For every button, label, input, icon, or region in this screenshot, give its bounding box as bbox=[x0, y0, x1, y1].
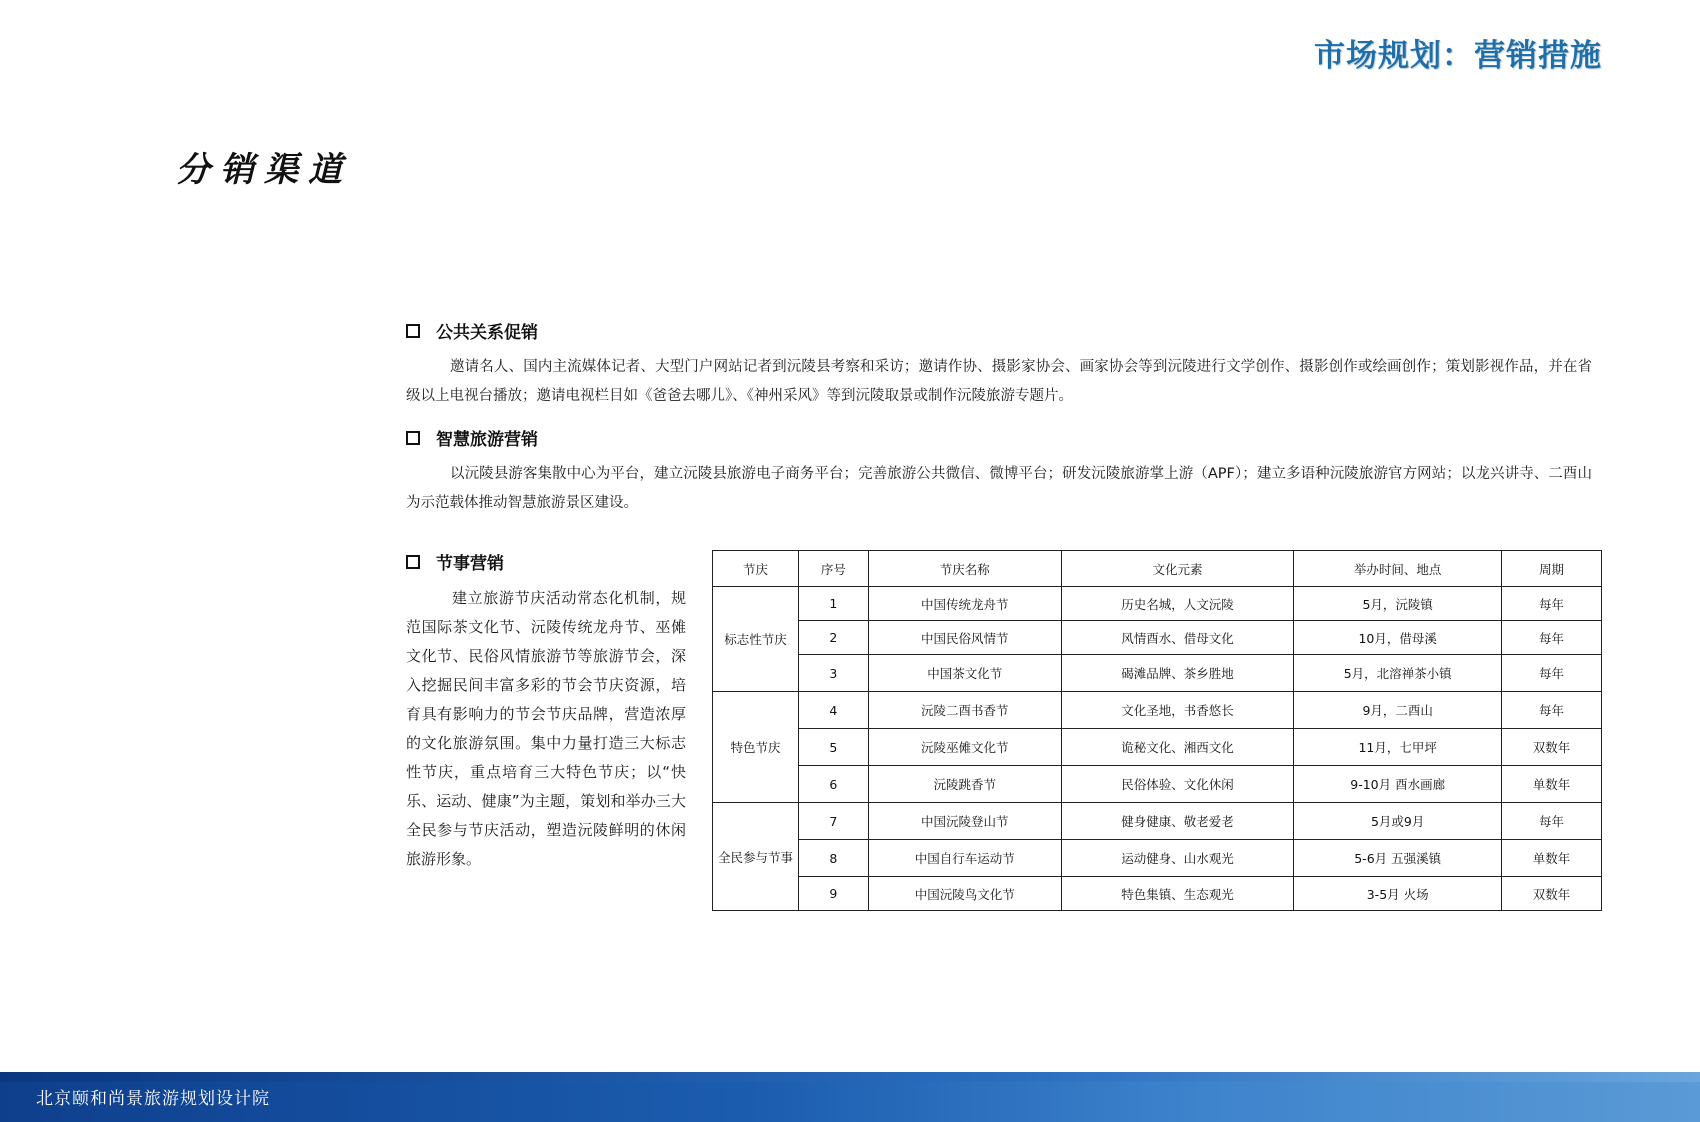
table-row bbox=[713, 621, 1602, 655]
table-cell: 5月或9月 bbox=[1294, 803, 1502, 840]
table-cell: 9 bbox=[798, 877, 868, 911]
pr-heading bbox=[406, 318, 538, 343]
table-cell: 每年 bbox=[1502, 655, 1602, 692]
smart-paragraph: 以沅陵县游客集散中心为平台，建立沅陵县旅游电子商务平台；完善旅游公共微信、微博平台；研发沅陵旅游掌上游（APF）；建立多语种沅陵旅游官方网站；以龙兴讲寺、二酉山为示范载体推动智慧旅游景区建设。 bbox=[406, 466, 1592, 511]
table-cell: 每年 bbox=[1502, 692, 1602, 729]
table-cell: 9-10月 酉水画廊 bbox=[1294, 766, 1502, 803]
table-cell: 特色集镇、生态观光 bbox=[1061, 877, 1294, 911]
pr-paragraph: 邀请名人、国内主流媒体记者、大型门户网站记者到沅陵县考察和采访；邀请作协、摄影家协会、画家协会等到沅陵进行文学创作、摄影创作或绘画创作；策划影视作品，并在省级以上电视台播放；邀请电视栏目如《爸爸去哪儿》、《神州采风》等到沅陵取景或制作沅陵旅游专题片。 bbox=[406, 359, 1592, 404]
table-cell: 3-5月 火场 bbox=[1294, 877, 1502, 911]
table-cell: 文化圣地，书香悠长 bbox=[1061, 692, 1294, 729]
table-cell: 8 bbox=[798, 840, 868, 877]
table-header-cell: 序号 bbox=[798, 551, 868, 587]
table-header-row bbox=[713, 551, 1602, 587]
table-cell: 中国民俗风情节 bbox=[868, 621, 1061, 655]
table-cell: 5 bbox=[798, 729, 868, 766]
pr-heading-label: 公共关系促销 bbox=[436, 323, 538, 343]
table-row bbox=[713, 587, 1602, 621]
table-cell: 双数年 bbox=[1502, 877, 1602, 911]
table-cell: 沅陵巫傩文化节 bbox=[868, 729, 1061, 766]
table-cell: 5月，沅陵镇 bbox=[1294, 587, 1502, 621]
table-row bbox=[713, 655, 1602, 692]
table-cell: 4 bbox=[798, 692, 868, 729]
table-header-cell: 节庆 bbox=[713, 551, 799, 587]
table-header-cell: 举办时间、地点 bbox=[1294, 551, 1502, 587]
table-cell: 沅陵跳香节 bbox=[868, 766, 1061, 803]
footer-stripe bbox=[0, 1072, 1700, 1082]
table-row bbox=[713, 766, 1602, 803]
table-cell: 风情酉水、借母文化 bbox=[1061, 621, 1294, 655]
footer-company-name: 北京颐和尚景旅游规划设计院 bbox=[36, 1089, 270, 1109]
table-cell: 5-6月 五强溪镇 bbox=[1294, 840, 1502, 877]
table-cell: 中国传统龙舟节 bbox=[868, 587, 1061, 621]
page-header-title: 市场规划：营销措施 bbox=[1314, 38, 1602, 74]
table-cell: 中国茶文化节 bbox=[868, 655, 1061, 692]
table-cell: 双数年 bbox=[1502, 729, 1602, 766]
table-cell: 3 bbox=[798, 655, 868, 692]
table-cell: 沅陵二酉书香节 bbox=[868, 692, 1061, 729]
table-row bbox=[713, 729, 1602, 766]
festival-paragraph: 建立旅游节庆活动常态化机制，规范国际茶文化节、沅陵传统龙舟节、巫傩文化节、民俗风情旅游节等旅游节会，深入挖掘民间丰富多彩的节会节庆资源，培育具有影响力的节会节庆品牌，营造浓厚的文化旅游氛围。集中力量打造三大标志性节庆，重点培育三大特色节庆；以“快乐、运动、健康”为主题，策划和举办三大全民参与节庆活动，塑造沅陵鲜明的休闲旅游形象。 bbox=[406, 589, 686, 868]
table-row bbox=[713, 692, 1602, 729]
table-cell: 每年 bbox=[1502, 803, 1602, 840]
table-row bbox=[713, 877, 1602, 911]
smart-heading-label: 智慧旅游营销 bbox=[436, 430, 538, 450]
table-cell: 中国自行车运动节 bbox=[868, 840, 1061, 877]
checkbox-square-icon bbox=[406, 431, 420, 445]
table-cell: 历史名城，人文沅陵 bbox=[1061, 587, 1294, 621]
table-cell: 运动健身、山水观光 bbox=[1061, 840, 1294, 877]
table-cell: 碣滩品牌、茶乡胜地 bbox=[1061, 655, 1294, 692]
table-cell: 7 bbox=[798, 803, 868, 840]
section-title: 分销渠道 bbox=[176, 150, 352, 190]
table-cell: 2 bbox=[798, 621, 868, 655]
table-row bbox=[713, 803, 1602, 840]
table-cell: 诡秘文化、湘西文化 bbox=[1061, 729, 1294, 766]
table-header-cell: 文化元素 bbox=[1061, 551, 1294, 587]
table-group-cell: 全民参与节事 bbox=[713, 803, 799, 911]
table-row bbox=[713, 840, 1602, 877]
table-group-cell: 特色节庆 bbox=[713, 692, 799, 803]
table-cell: 6 bbox=[798, 766, 868, 803]
table-cell: 单数年 bbox=[1502, 766, 1602, 803]
table-cell: 1 bbox=[798, 587, 868, 621]
checkbox-square-icon bbox=[406, 324, 420, 338]
table-cell: 健身健康、敬老爱老 bbox=[1061, 803, 1294, 840]
table-group-cell: 标志性节庆 bbox=[713, 587, 799, 692]
table-cell: 每年 bbox=[1502, 587, 1602, 621]
table-header-cell: 周期 bbox=[1502, 551, 1602, 587]
table-cell: 民俗体验、文化休闲 bbox=[1061, 766, 1294, 803]
table-cell: 10月，借母溪 bbox=[1294, 621, 1502, 655]
table-cell: 9月，二酉山 bbox=[1294, 692, 1502, 729]
smart-heading bbox=[406, 425, 538, 450]
table-cell: 11月，七甲坪 bbox=[1294, 729, 1502, 766]
table-cell: 中国沅陵登山节 bbox=[868, 803, 1061, 840]
table-cell: 单数年 bbox=[1502, 840, 1602, 877]
festival-heading bbox=[406, 549, 504, 574]
festival-heading-label: 节事营销 bbox=[436, 554, 504, 574]
checkbox-square-icon bbox=[406, 555, 420, 569]
table-cell: 5月，北溶禅茶小镇 bbox=[1294, 655, 1502, 692]
table-header-cell: 节庆名称 bbox=[868, 551, 1061, 587]
festival-table bbox=[712, 550, 1602, 911]
table-cell: 每年 bbox=[1502, 621, 1602, 655]
table-cell: 中国沅陵鸟文化节 bbox=[868, 877, 1061, 911]
